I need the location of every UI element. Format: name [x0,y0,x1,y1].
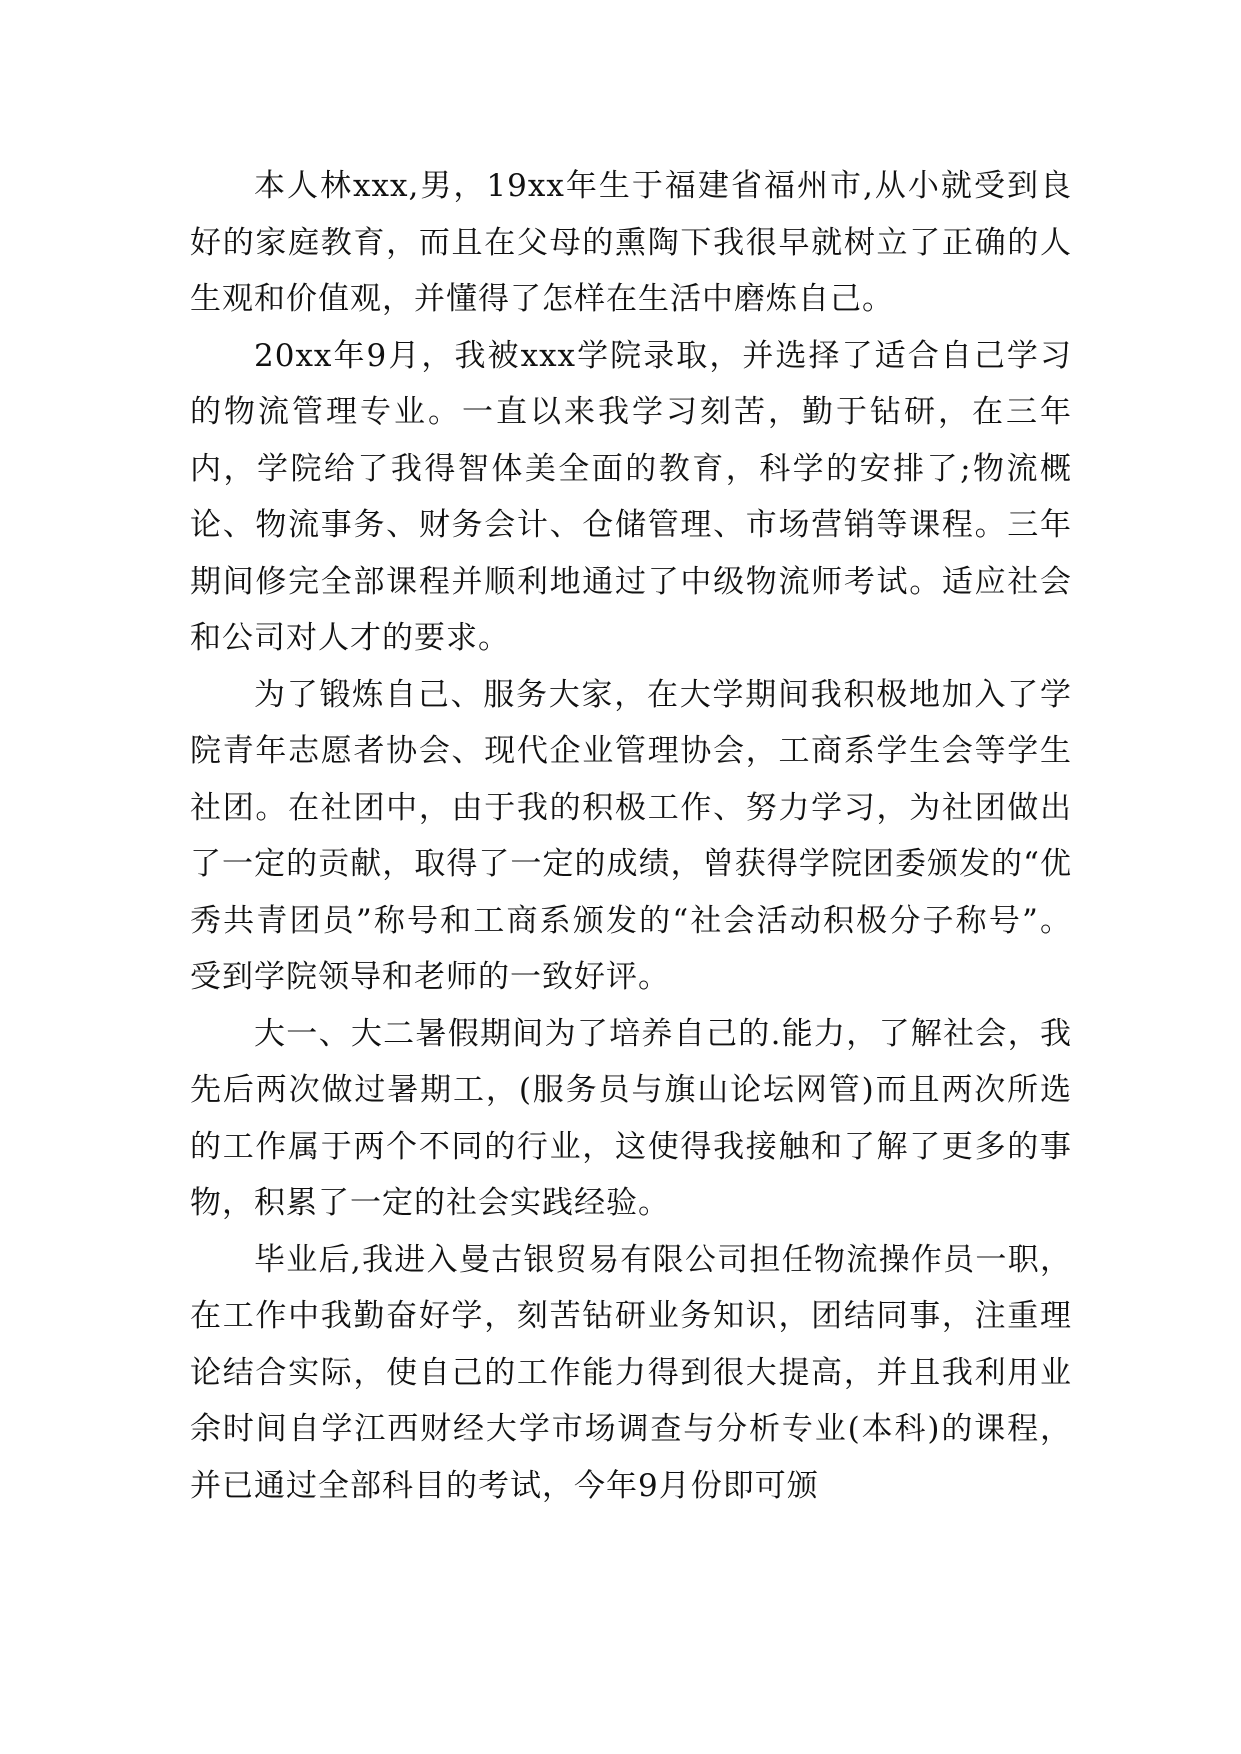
paragraph-3: 为了锻炼自己、服务大家，在大学期间我积极地加入了学院青年志愿者协会、现代企业管理协会，工商系学生会等学生社团。在社团中，由于我的积极工作、努力学习，为社团做出了一定的贡献，取得了一定的成绩，曾获得学院团委颁发的“优秀共青团员”称号和工商系颁发的“社会活动积极分子称号”。受到学院领导和老师的一致好评。 [190,676,1072,995]
paragraph-4: 大一、大二暑假期间为了培养自己的.能力，了解社会，我先后两次做过暑期工，(服务员与旗山论坛网管)而且两次所选的工作属于两个不同的行业，这使得我接触和了解了更多的事物，积累了一定的社会实践经验。 [190,1015,1072,1221]
paragraph-5: 毕业后,我进入曼古银贸易有限公司担任物流操作员一职，在工作中我勤奋好学，刻苦钻研业务知识，团结同事，注重理论结合实际，使自己的工作能力得到很大提高，并且我利用业余时间自学江西财经大学市场调查与分析专业(本科)的课程，并已通过全部科目的考试，今年9月份即可颁 [190,1241,1072,1504]
paragraph-1: 本人林xxx,男，19xx年生于福建省福州市,从小就受到良好的家庭教育，而且在父母的熏陶下我很早就树立了正确的人生观和价值观，并懂得了怎样在生活中磨炼自己。 [190,168,1072,317]
paragraph-2: 20xx年9月，我被xxx学院录取，并选择了适合自己学习的物流管理专业。一直以来我学习刻苦，勤于钻研，在三年内，学院给了我得智体美全面的教育，科学的安排了;物流概论、物流事务、财务会计、仓储管理、市场营销等课程。三年期间修完全部课程并顺利地通过了中级物流师考试。适应社会和公司对人才的要求。 [190,337,1072,656]
document-body [190,158,1072,1514]
